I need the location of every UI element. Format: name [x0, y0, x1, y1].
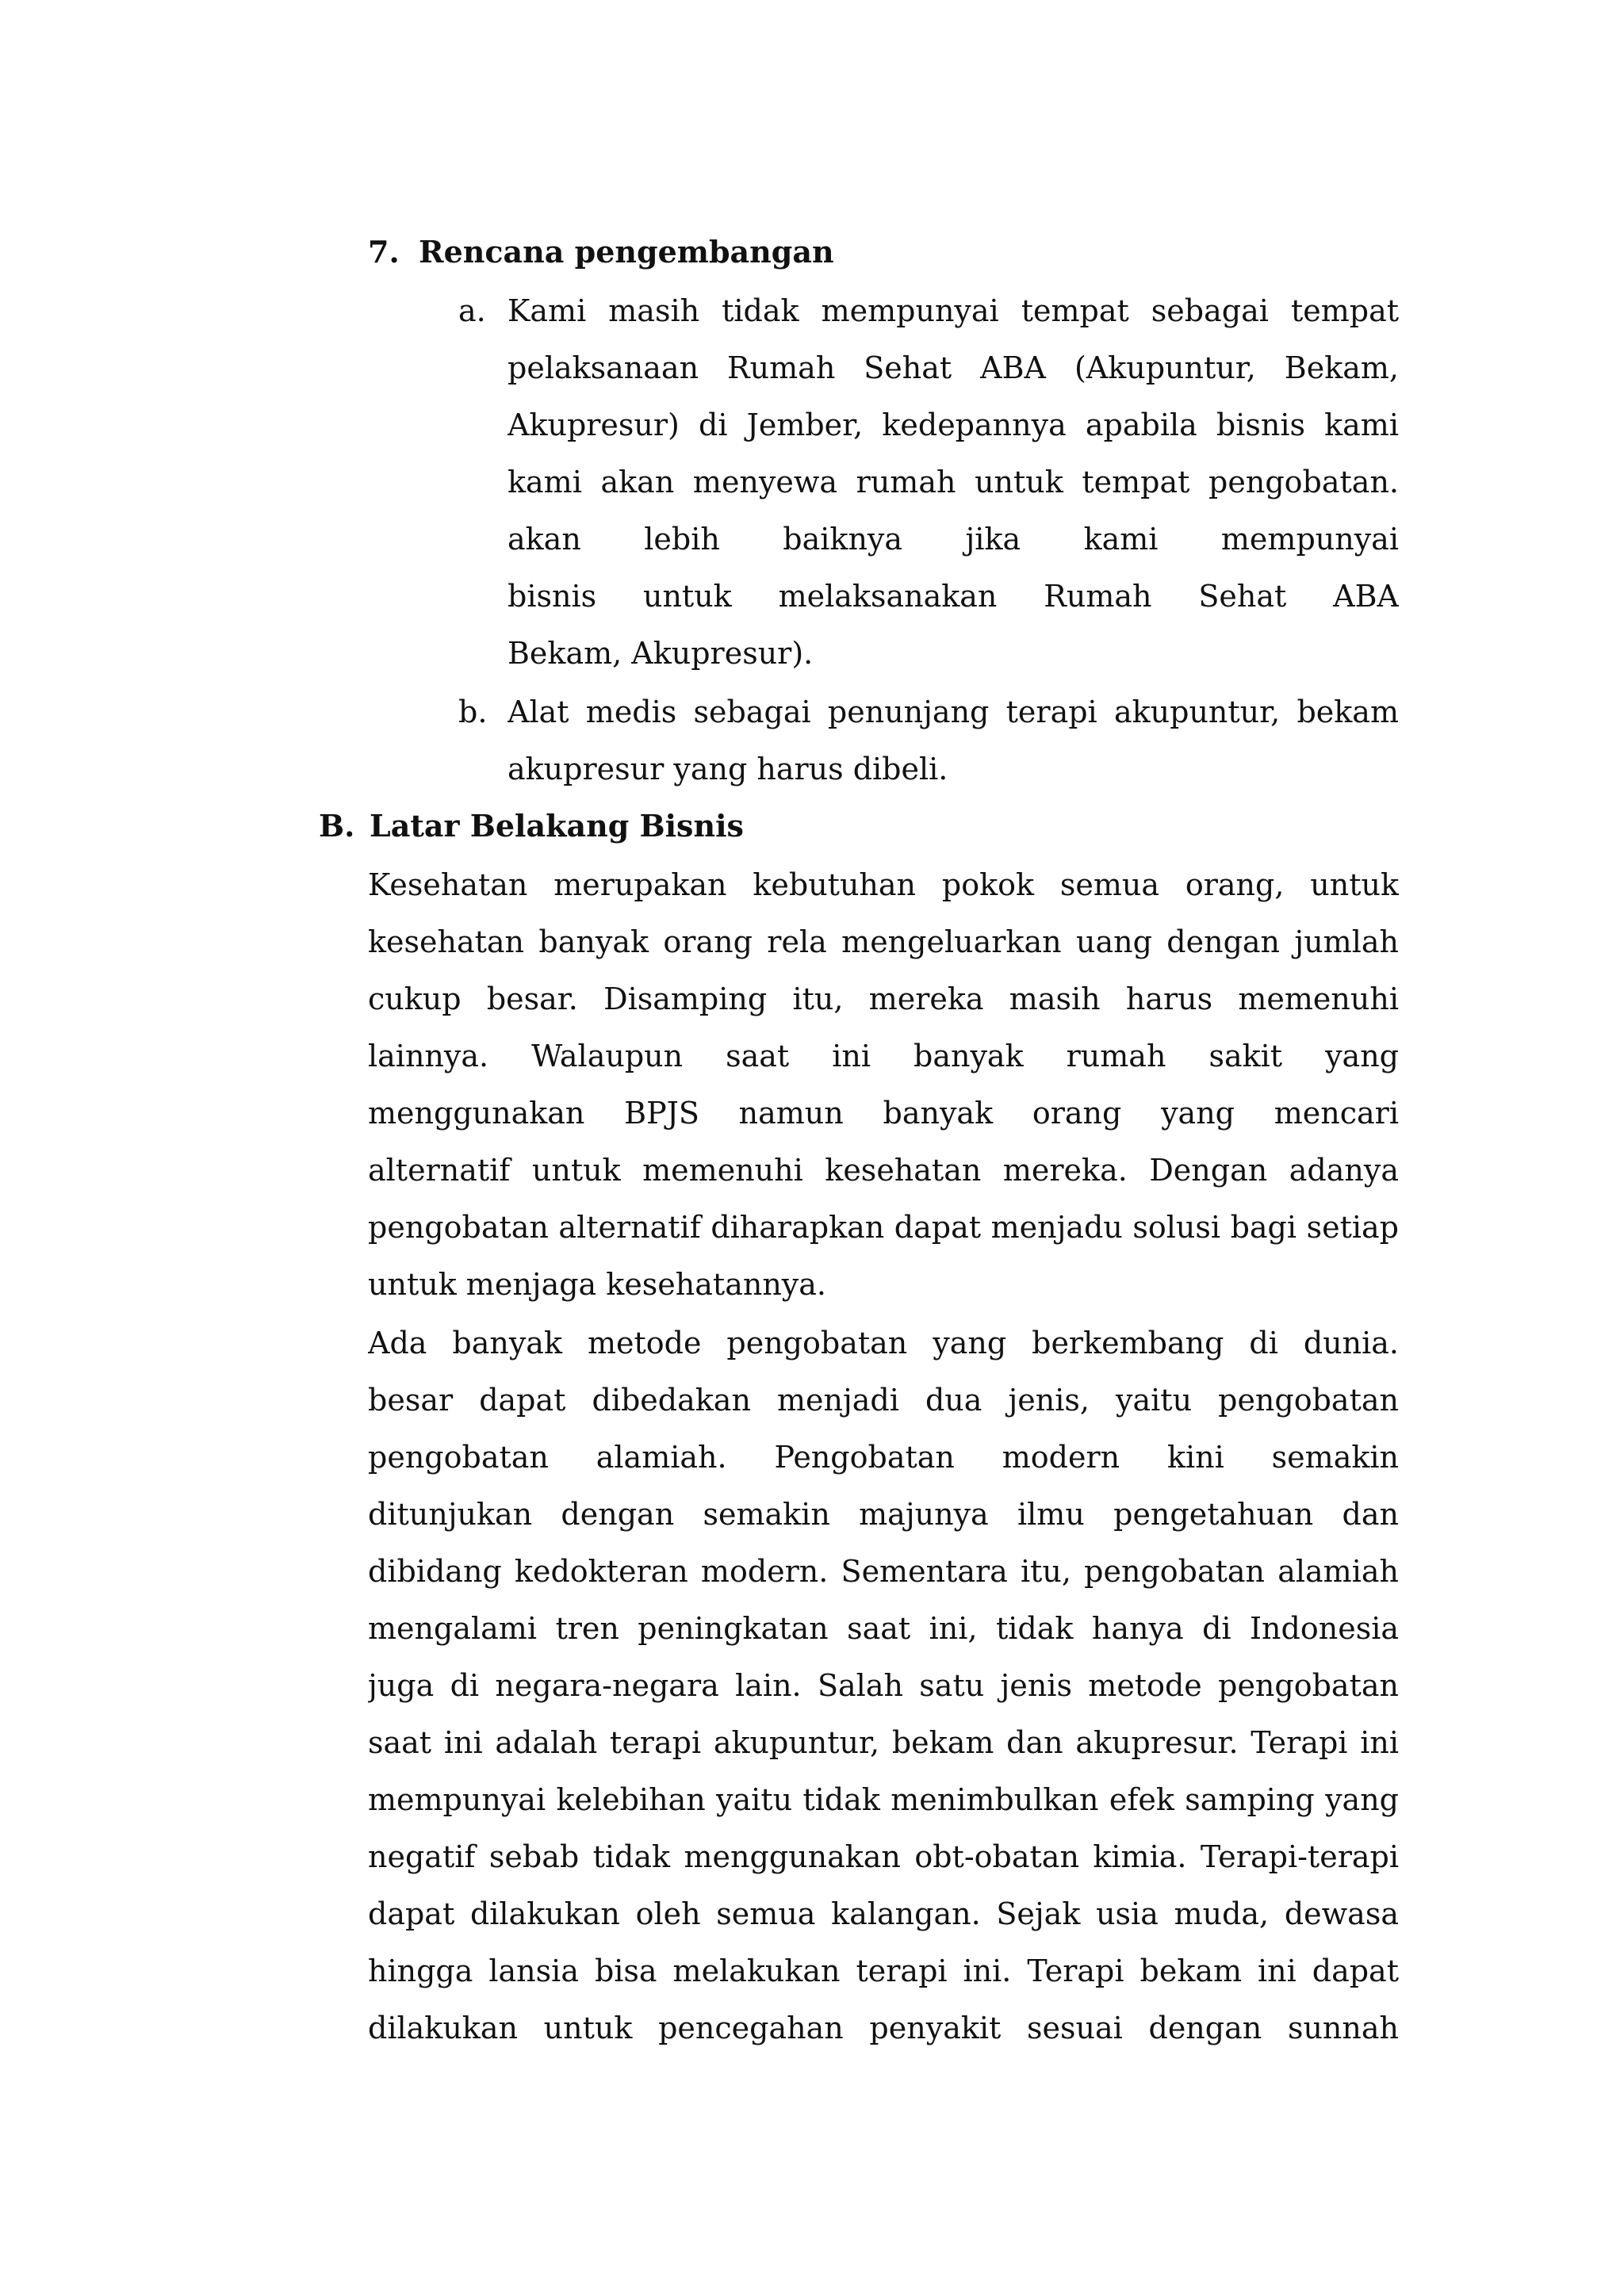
- paragraph-line: ditunjukan dengan semakin majunya ilmu pengetahuan dan: [368, 1497, 1399, 1532]
- item-a-line: kami akan menyewa rumah untuk tempat pengobatan.: [508, 465, 1399, 499]
- paragraph-line: untuk menjaga kesehatannya.: [368, 1267, 826, 1302]
- paragraph-line: pengobatan alternatif diharapkan dapat menjadu solusi bagi setiap: [368, 1210, 1399, 1245]
- paragraph-line: lainnya. Walaupun saat ini banyak rumah sakit yang: [368, 1039, 1399, 1073]
- item-a-line: Kami masih tidak mempunyai tempat sebagai tempat: [508, 293, 1399, 328]
- section-b-letter: B.: [319, 808, 355, 844]
- section-7-title: Rencana pengembangan: [419, 234, 834, 270]
- paragraph-line: Kesehatan merupakan kebutuhan pokok semua orang, untuk: [368, 867, 1399, 902]
- section-b-title: Latar Belakang Bisnis: [370, 808, 744, 844]
- paragraph-line: alternatif untuk memenuhi kesehatan mereka. Dengan adanya: [368, 1153, 1399, 1188]
- paragraph-line: menggunakan BPJS namun banyak orang yang mencari: [368, 1096, 1399, 1131]
- paragraph-line: negatif sebab tidak menggunakan obt-obatan kimia. Terapi-terapi: [368, 1839, 1399, 1874]
- paragraph-line: kesehatan banyak orang rela mengeluarkan uang dengan jumlah: [368, 924, 1399, 959]
- item-b-marker: b.: [458, 695, 488, 729]
- paragraph-line: juga di negara-negara lain. Salah satu jenis metode pengobatan: [368, 1668, 1399, 1703]
- item-a-line: bisnis untuk melaksanakan Rumah Sehat ABA: [508, 579, 1399, 614]
- paragraph-line: dibidang kedokteran modern. Sementara itu, pengobatan alamiah: [368, 1554, 1399, 1589]
- paragraph-line: mengalami tren peningkatan saat ini, tidak hanya di Indonesia: [368, 1611, 1399, 1646]
- paragraph-line: hingga lansia bisa melakukan terapi ini. Terapi bekam ini dapat: [368, 1954, 1399, 1988]
- section-7-number: 7.: [368, 234, 400, 270]
- paragraph-line: saat ini adalah terapi akupuntur, bekam dan akupresur. Terapi ini: [368, 1725, 1399, 1760]
- paragraph-line: dapat dilakukan oleh semua kalangan. Sejak usia muda, dewasa: [368, 1896, 1399, 1931]
- paragraph-line: Ada banyak metode pengobatan yang berkembang di dunia.: [368, 1326, 1399, 1360]
- paragraph-line: mempunyai kelebihan yaitu tidak menimbulkan efek samping yang: [368, 1782, 1399, 1817]
- item-a-line: Akupresur) di Jember, kedepannya apabila bisnis kami: [508, 408, 1399, 442]
- paragraph-line: besar dapat dibedakan menjadi dua jenis, yaitu pengobatan: [368, 1383, 1399, 1418]
- item-a-line: Bekam, Akupresur).: [508, 636, 814, 671]
- paragraph-line: pengobatan alamiah. Pengobatan modern kini semakin: [368, 1440, 1399, 1475]
- paragraph-line: cukup besar. Disamping itu, mereka masih harus memenuhi: [368, 982, 1399, 1016]
- item-b-line: akupresur yang harus dibeli.: [508, 752, 948, 786]
- item-a-marker: a.: [458, 293, 486, 328]
- item-b-line: Alat medis sebagai penunjang terapi akupuntur, bekam: [508, 695, 1399, 729]
- paragraph-line: dilakukan untuk pencegahan penyakit sesuai dengan sunnah: [368, 2011, 1399, 2045]
- item-a-line: pelaksanaan Rumah Sehat ABA (Akupuntur, Bekam,: [508, 350, 1399, 385]
- item-a-line: akan lebih baiknya jika kami mempunyai: [508, 522, 1399, 557]
